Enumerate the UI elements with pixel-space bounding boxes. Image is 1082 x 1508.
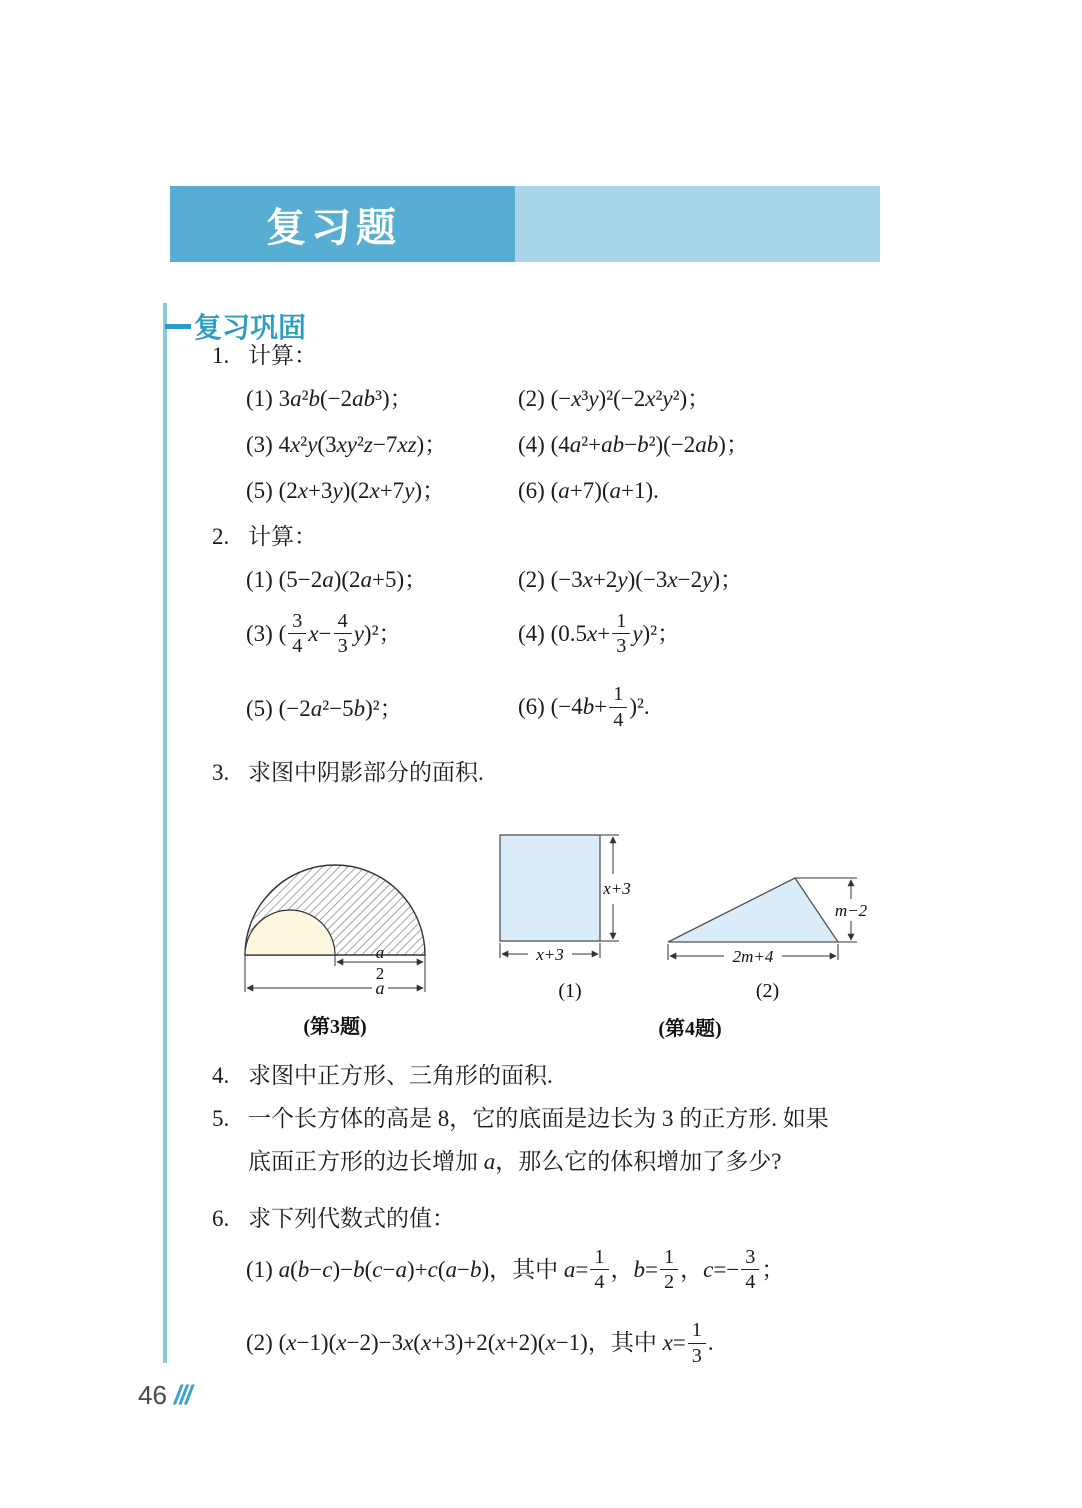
problem-1-row-3: [212, 477, 917, 506]
triangle-base-label: 2m+4: [732, 947, 774, 965]
math-expression: (4) (0.5x+ $\frac{1}{3}$ y)²；: [518, 609, 681, 658]
figure-strip: [210, 820, 930, 1060]
dim-label-a: a: [375, 978, 385, 998]
dim-label-a-over-2-numerator: a: [375, 943, 385, 962]
math-expression: (3) 4x²y(3xy²z−7xz)；: [246, 431, 448, 457]
problem-number: 1.: [212, 343, 230, 368]
math-expression: (1) 3a²b(−2ab³)；: [246, 385, 413, 411]
triangle-height-label: m−2: [834, 901, 868, 920]
problem-5-line-1: 一个长方体的高是 8，它的底面是边长为 3 的正方形. 如果: [248, 1105, 829, 1131]
banner-light-block: [515, 186, 880, 262]
figure-triangle: [660, 865, 875, 965]
figure-semicircles: [235, 835, 435, 1005]
problem-2-row-2: [212, 609, 917, 660]
math-expression: (2) (−x³y)²(−2x²y²)；: [518, 385, 711, 411]
section-heading: [165, 306, 306, 346]
square-shape: [500, 835, 600, 941]
problem-text: 求下列代数式的值：: [248, 1205, 455, 1231]
left-margin-rule: [163, 303, 167, 1363]
problem-text: [248, 1105, 917, 1191]
figure-square-caption: (1): [558, 980, 582, 1002]
page-title: 复习题: [266, 205, 401, 250]
problem-1: [212, 342, 917, 371]
problem-2-row-1: [212, 566, 917, 595]
problem-number: 5.: [212, 1105, 230, 1131]
problem-number: 3.: [212, 759, 230, 785]
problem-4: [212, 1062, 917, 1091]
problem-number: 4.: [212, 1063, 230, 1088]
chapter-banner: [170, 186, 880, 262]
figure-square: [495, 830, 645, 970]
problem-1-row-1: [212, 385, 917, 414]
dim-label-a-over-2-denominator: 2: [375, 964, 385, 983]
page-number: 46: [138, 1380, 167, 1410]
figure-triangle-caption: (2): [755, 980, 780, 1002]
math-expression: (5) (2x+3y)(2x+7y)；: [246, 477, 446, 503]
math-expression: (5) (−2a²−5b)²；: [246, 695, 403, 721]
problem-6-row-1: [212, 1245, 917, 1296]
problem-1-row-2: [212, 431, 917, 460]
problem-number: 2.: [212, 523, 230, 549]
problem-text: 计算：: [248, 523, 317, 549]
problem-2: [212, 523, 917, 552]
problem-5: [212, 1105, 917, 1191]
square-side-label: x+3: [603, 879, 631, 898]
problem-text: 求图中阴影部分的面积.: [248, 759, 484, 785]
square-bottom-label: x+3: [536, 945, 564, 964]
problem-6: [212, 1205, 917, 1234]
problem-list-bottom: [212, 1062, 917, 1395]
math-expression: (4) (4a²+ab−b²)(−2ab)；: [518, 431, 749, 457]
page-footer: [138, 1380, 190, 1411]
problem-2-row-3: [212, 685, 917, 733]
math-expression: (2) (x−1)(x−2)−3x(x+3)+2(x+2)(x−1)，其中 x= $\frac{1}{3}$ .: [246, 1319, 714, 1367]
math-expression: (1) a(b−c)−b(c−a)+c(a−b)，其中 a= $\frac{1}{4}$ ，b= $\frac{1}{2}$ ，c=− $\frac{3}{4}$ ；: [246, 1245, 785, 1294]
triangle-shape: [668, 878, 838, 942]
math-expression: (6) (−4b+ $\frac{1}{4}$ )².: [518, 683, 650, 731]
problem-5-line-2: 底面正方形的边长增加 a，那么它的体积增加了多少?: [248, 1148, 782, 1174]
slashes-icon: ///: [173, 1380, 191, 1410]
problem-3: [212, 759, 917, 788]
problem-number: 6.: [212, 1205, 230, 1231]
section-title: 复习巩固: [194, 312, 307, 343]
math-expression: (3) ( $\frac{3}{4}$ x− $\frac{4}{3}$ y)²；: [246, 609, 402, 658]
banner-dark-block: [170, 186, 515, 262]
figure-4-caption: (第4题): [658, 1018, 722, 1040]
problem-list-top: [212, 342, 917, 802]
math-expression: (1) (5−2a)(2a+5)；: [246, 566, 428, 592]
problem-6-row-2: [212, 1321, 917, 1369]
problem-text: 计算：: [248, 343, 317, 368]
math-expression: (2) (−3x+2y)(−3x−2y)；: [518, 566, 744, 592]
problem-text: 求图中正方形、三角形的面积.: [248, 1063, 553, 1088]
math-expression: (6) (a+7)(a+1).: [518, 477, 659, 503]
section-dash-icon: [165, 324, 191, 329]
figure-3-caption: (第3题): [303, 1016, 367, 1038]
